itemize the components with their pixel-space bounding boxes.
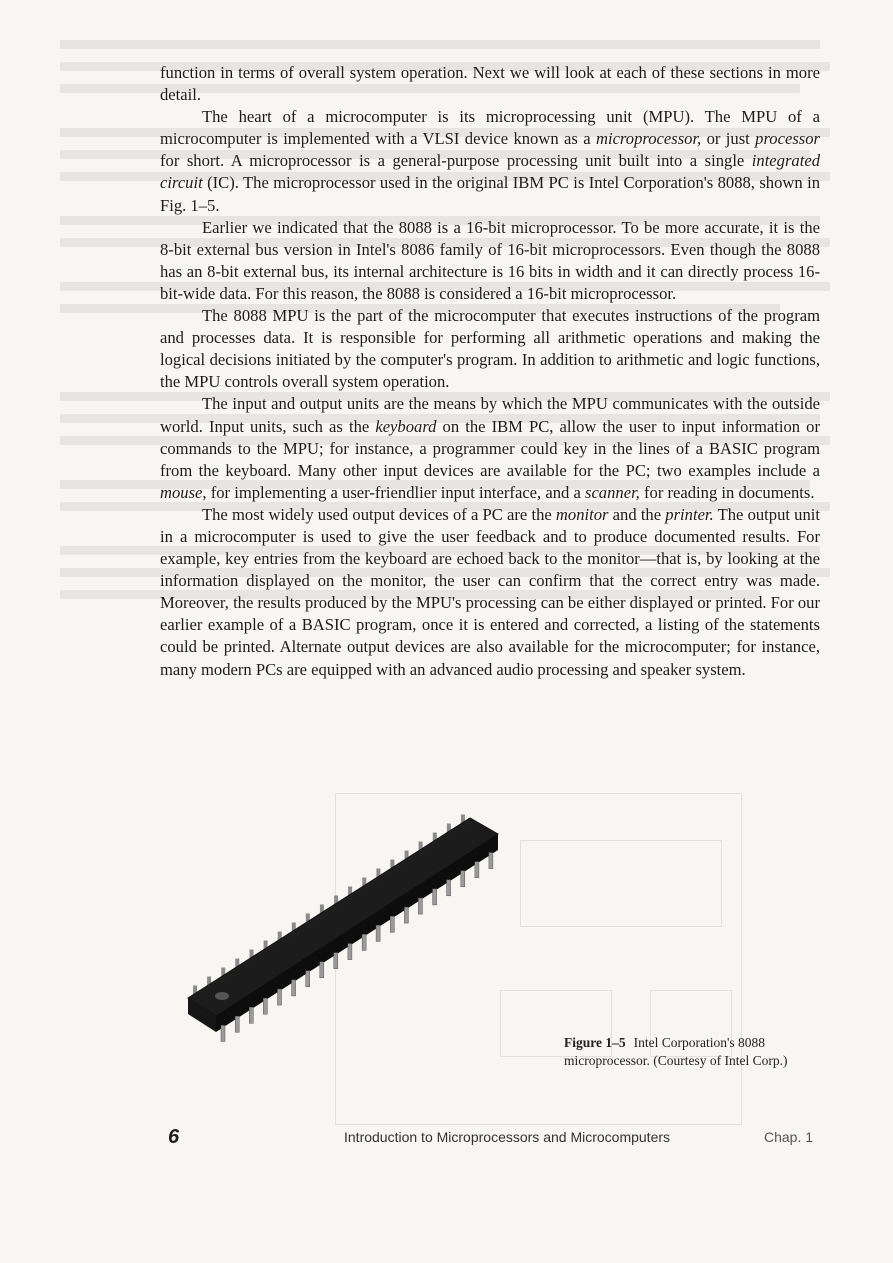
paragraph	[160, 305, 820, 393]
italic-term: processor	[755, 129, 820, 149]
text-run: or just	[701, 129, 756, 149]
text-run: The 8088 MPU is the part of the microcomputer that executes instructions of the program and processes data. It is responsible for performing all arithmetic operations and making the logical decisions initiated by the computer's program. In addition to arithmetic and logic functions, the MPU controls overall system operation.	[160, 306, 820, 392]
paragraph	[160, 62, 820, 106]
italic-term: monitor	[555, 504, 609, 524]
text-run: The input and output units are the means by which the MPU communicates with the outside world. Input units, such as the	[160, 394, 820, 436]
text-run: function in terms of overall system operation. Next we will look at each of these sections in more detail.	[160, 63, 820, 105]
intel-8088-chip-photo	[170, 770, 550, 1100]
text-run: for implementing a user-friendlier input interface, and a	[206, 482, 585, 502]
figure-caption-text: Intel Corporation's 8088 microprocessor. (Courtesy of Intel Corp.)	[564, 1035, 788, 1068]
text-run: The heart of a microcomputer is its microprocessing unit (MPU). The MPU of a microcomputer is implemented with a VLSI device known as a	[160, 107, 820, 149]
paragraph	[160, 217, 820, 305]
figure-label: Figure 1–5	[564, 1035, 626, 1050]
paragraph	[160, 504, 820, 681]
ghost-diagram-box	[520, 840, 722, 927]
italic-term: printer.	[665, 504, 714, 524]
page-footer	[0, 1126, 893, 1150]
paragraph	[160, 106, 820, 216]
running-head: Introduction to Microprocessors and Microcomputers	[344, 1129, 671, 1145]
text-run: and the	[608, 504, 666, 524]
italic-term: microprocessor,	[595, 129, 702, 149]
italic-term: integrated circuit	[160, 151, 820, 193]
italic-term: mouse,	[160, 482, 207, 502]
text-run: (IC). The microprocessor used in the original IBM PC is Intel Corporation's 8088, shown in Fig. 1–5.	[160, 173, 820, 215]
text-run: on the IBM PC, allow the user to input information or commands to the MPU; for instance, a programmer could key in the lines of a BASIC program from the keyboard. Many other input devices are available for the PC; two examples include a	[160, 416, 820, 480]
body-text	[160, 62, 820, 681]
figure-caption	[564, 1034, 804, 1069]
text-run: for short. A microprocessor is a general-purpose processing unit built into a single	[160, 151, 752, 171]
text-run: The most widely used output devices of a PC are the	[202, 504, 556, 524]
text-run: The output unit in a microcomputer is used to give the user feedback and to produce documented results. For example, key entries from the keyboard are echoed back to the monitor—that is, by looking at the information displayed on the monitor, the user can confirm that the correct entry was made. Moreover, the results produced by the MPU's processing can be either displayed or printed. For our earlier example of a BASIC program, once it is entered and corrected, a listing of the statements could be printed. Alternate output devices are also available for the microcomputer; for instance, many modern PCs are equipped with an advanced audio processing and speaker system.	[160, 504, 820, 679]
chapter-label: Chap. 1	[764, 1129, 814, 1145]
text-run: for reading in documents.	[639, 482, 815, 502]
paragraph	[160, 393, 820, 503]
italic-term: keyboard	[375, 416, 437, 436]
italic-term: scanner,	[584, 482, 640, 502]
page-number: 6	[168, 1126, 180, 1148]
text-run: Earlier we indicated that the 8088 is a 16-bit microprocessor. To be more accurate, it is the 8-bit external bus version in Intel's 8086 family of 16-bit microprocessors. Even though the 8088 has an 8-bit external bus, its internal architecture is 16 bits in width and it can directly process 16-bit-wide data. For this reason, the 8088 is considered a 16-bit microprocessor.	[160, 217, 820, 303]
